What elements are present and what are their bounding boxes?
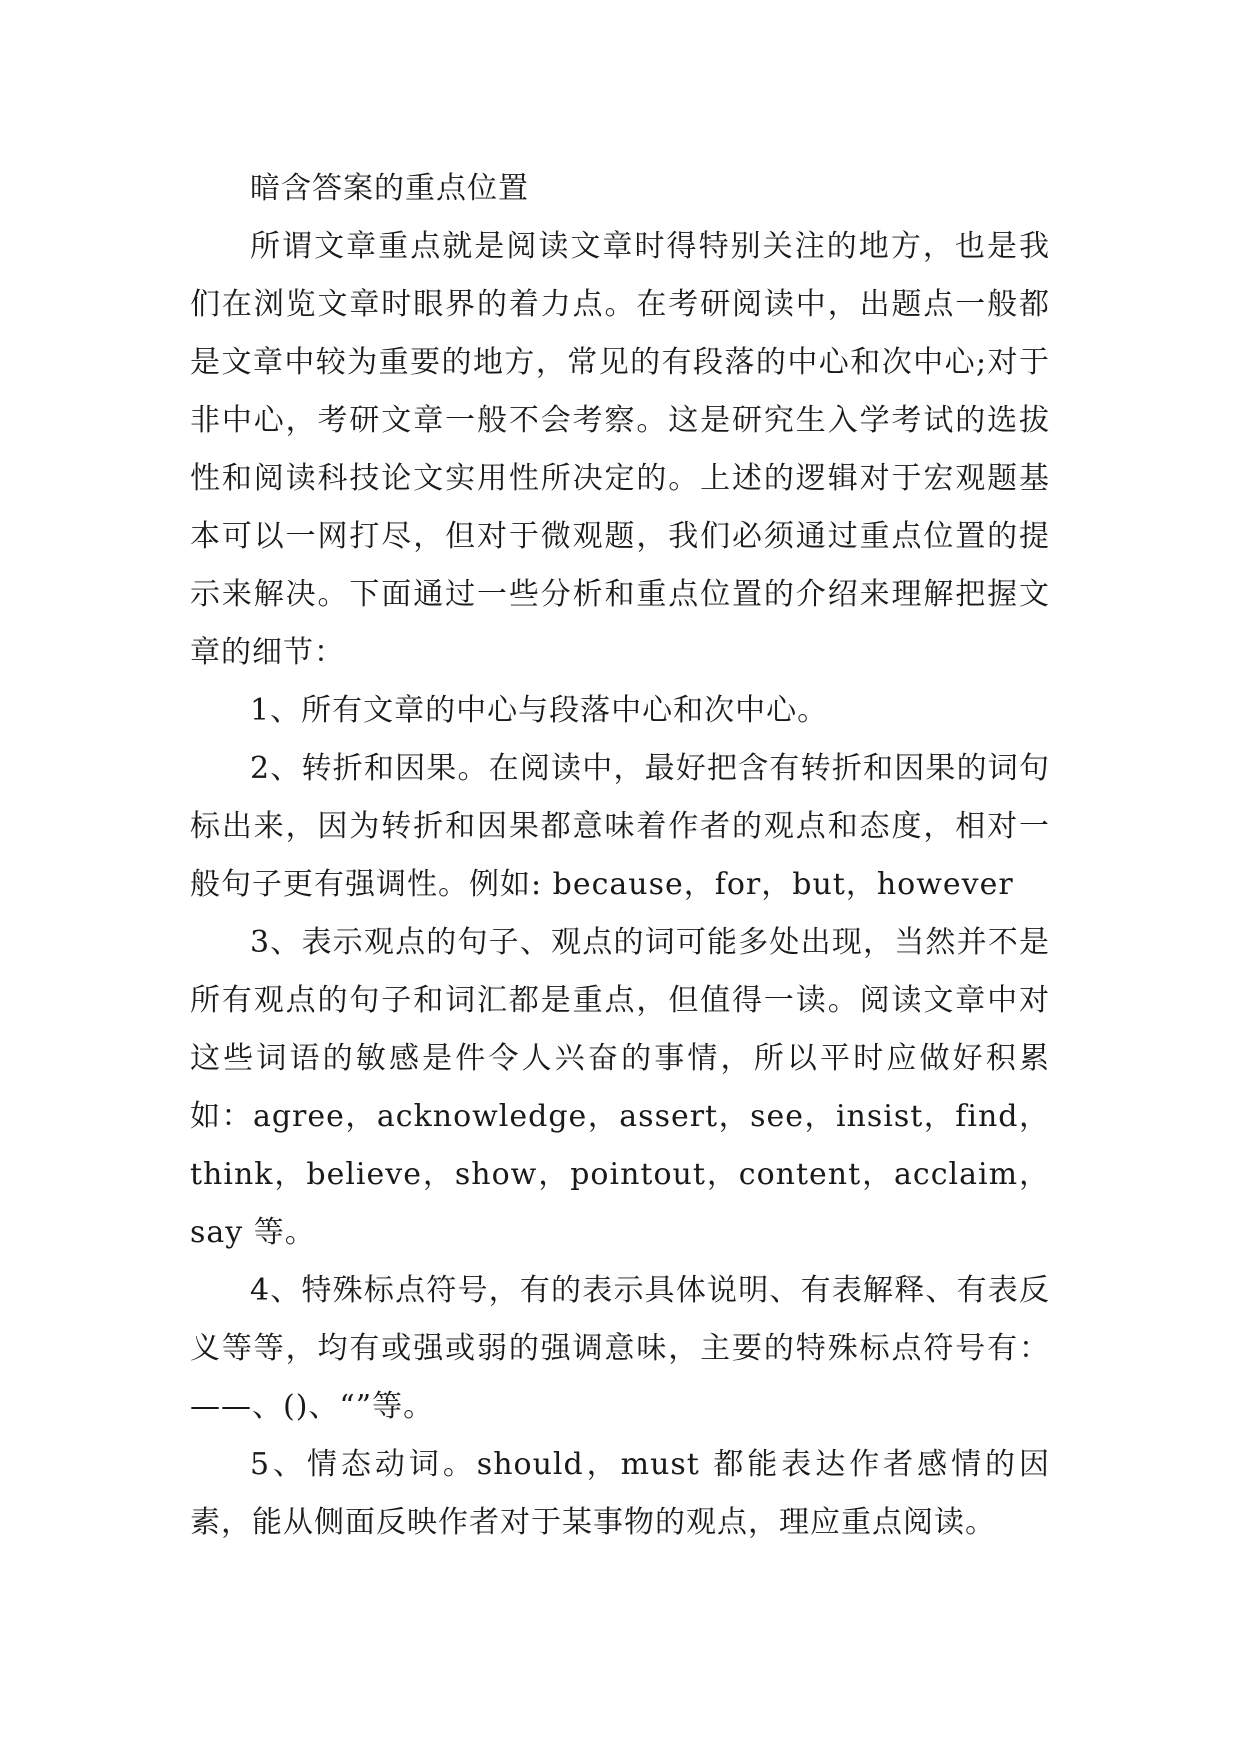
point-3-paragraph: 3、表示观点的句子、观点的词可能多处出现，当然并不是所有观点的句子和词汇都是重点，但值得一读。阅读文章中对这些词语的敏感是件令人兴奋的事情，所以平时应做好积累如：agree，acknowledge，assert，see，insist，find，think，believe，show，pointout，content，acclaim，say 等。 — [190, 925, 1050, 1250]
section-heading: 暗含答案的重点位置 — [250, 171, 529, 206]
point-1-paragraph: 1、所有文章的中心与段落中心和次中心。 — [250, 693, 829, 728]
intro-paragraph: 所谓文章重点就是阅读文章时得特别关注的地方，也是我们在浏览文章时眼界的着力点。在考研阅读中，出题点一般都是文章中较为重要的地方，常见的有段落的中心和次中心;对于非中心，考研文章一般不会考察。这是研究生入学考试的选拔性和阅读科技论文实用性所决定的。上述的逻辑对于宏观题基本可以一网打尽，但对于微观题，我们必须通过重点位置的提示来解决。下面通过一些分析和重点位置的介绍来理解把握文章的细节： — [190, 229, 1050, 670]
point-5-paragraph: 5、情态动词。should，must 都能表达作者感情的因素，能从侧面反映作者对于某事物的观点，理应重点阅读。 — [190, 1447, 1050, 1540]
point-4-paragraph: 4、特殊标点符号，有的表示具体说明、有表解释、有表反义等等，均有或强或弱的强调意味，主要的特殊标点符号有：——、()、“”等。 — [190, 1273, 1050, 1424]
point-2-paragraph: 2、转折和因果。在阅读中，最好把含有转折和因果的词句标出来，因为转折和因果都意味着作者的观点和态度，相对一般句子更有强调性。例如: because，for，but，however — [190, 751, 1050, 902]
document-body — [190, 160, 1050, 1552]
